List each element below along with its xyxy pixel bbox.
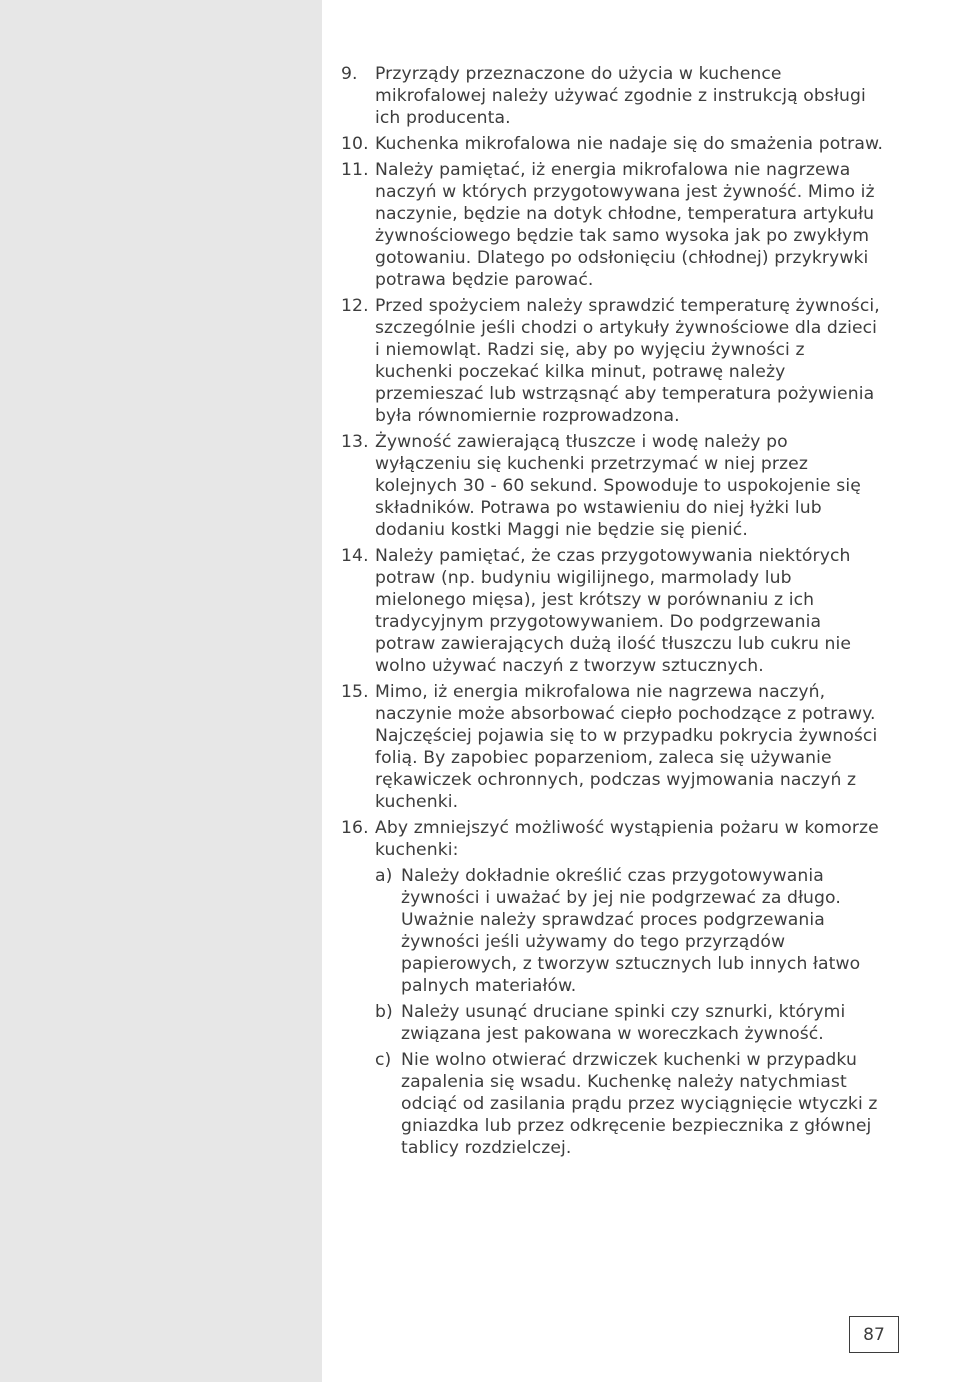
- item-number: 14.: [341, 546, 369, 566]
- subitem-letter: b): [375, 1002, 393, 1022]
- item-number: 10.: [341, 134, 369, 154]
- safety-instructions-list: [341, 63, 886, 1159]
- subitem-text: Należy dokładnie określić czas przygotowywania żywności i uważać by jej nie podgrzewać za długo. Uważnie należy sprawdzać proces podgrzewania żywności jeśli używamy do tego przyrządów papierowych, z tworzyw sztucznych lub innych łatwo palnych materiałów.: [401, 866, 861, 996]
- item-text: Mimo, iż energia mikrofalowa nie nagrzewa naczyń, naczynie może absorbować ciepło pochodzące z potrawy. Najczęściej pojawia się to w przypadku pokrycia żywności folią. By zapobiec poparzeniom, zaleca się używanie rękawiczek ochronnych, podczas wyjmowania naczyń z kuchenki.: [375, 682, 878, 812]
- list-item: [341, 431, 886, 541]
- fire-prevention-sublist: [375, 865, 886, 1159]
- item-number: 13.: [341, 432, 369, 452]
- list-item: [341, 681, 886, 813]
- page-number: 87: [863, 1324, 885, 1345]
- item-number: 12.: [341, 296, 369, 316]
- list-item: [341, 63, 886, 129]
- item-text: Należy pamiętać, iż energia mikrofalowa nie nagrzewa naczyń w których przygotowywana jest żywność. Mimo iż naczynie, będzie na dotyk chłodne, temperatura artykułu żywnościowego będzie tak samo wysoka jak po zwykłym gotowaniu. Dlatego po odsłonięciu (chłodnej) przykrywki potrawa będzie parować.: [375, 160, 875, 290]
- item-number: 16.: [341, 818, 369, 838]
- subitem-letter: a): [375, 866, 393, 886]
- subitem-letter: c): [375, 1050, 392, 1070]
- sublist-item: [375, 1049, 886, 1159]
- instructions-list-container: [341, 63, 886, 1163]
- list-item: [341, 545, 886, 677]
- item-number: 9.: [341, 64, 358, 84]
- item-number: 15.: [341, 682, 369, 702]
- list-item: [341, 817, 886, 1159]
- item-text: Żywność zawierającą tłuszcze i wodę należy po wyłączeniu się kuchenki przetrzymać w niej przez kolejnych 30 - 60 sekund. Spowoduje to uspokojenie się składników. Potrawa po wstawieniu do niej łyżki lub dodaniu kostki Maggi nie będzie się pienić.: [375, 432, 861, 540]
- item-text: Aby zmniejszyć możliwość wystąpienia pożaru w komorze kuchenki:: [375, 818, 879, 860]
- page-number-box: [849, 1316, 899, 1353]
- left-margin-band: [0, 0, 322, 1382]
- sublist-item: [375, 1001, 886, 1045]
- sublist-item: [375, 865, 886, 997]
- item-text: Należy pamiętać, że czas przygotowywania niektórych potraw (np. budyniu wigilijnego, marmolady lub mielonego mięsa), jest krótszy w porównaniu z ich tradycyjnym przygotowywaniem. Do podgrzewania potraw zawierających dużą ilość tłuszczu lub cukru nie wolno używać naczyń z tworzyw sztucznych.: [375, 546, 852, 676]
- item-text: Przed spożyciem należy sprawdzić temperaturę żywności, szczególnie jeśli chodzi o artykuły żywnościowe dla dzieci i niemowląt. Radzi się, aby po wyjęciu żywności z kuchenki poczekać kilka minut, potrawę należy przemieszać lub wstrząsnąć aby temperatura pożywienia była równomiernie rozprowadzona.: [375, 296, 880, 426]
- subitem-text: Nie wolno otwierać drzwiczek kuchenki w przypadku zapalenia się wsadu. Kuchenkę należy natychmiast odciąć od zasilania prądu przez wyciągnięcie wtyczki z gniazdka lub przez odkręcenie bezpiecznika z głównej tablicy rozdzielczej.: [401, 1050, 878, 1158]
- list-item: [341, 133, 886, 155]
- item-text: Kuchenka mikrofalowa nie nadaje się do smażenia potraw.: [375, 134, 884, 154]
- item-text: Przyrządy przeznaczone do użycia w kuchence mikrofalowej należy używać zgodnie z instrukcją obsługi ich producenta.: [375, 64, 866, 128]
- item-number: 11.: [341, 160, 369, 180]
- subitem-text: Należy usunąć druciane spinki czy sznurki, którymi związana jest pakowana w woreczkach żywność.: [401, 1002, 846, 1044]
- list-item: [341, 159, 886, 291]
- list-item: [341, 295, 886, 427]
